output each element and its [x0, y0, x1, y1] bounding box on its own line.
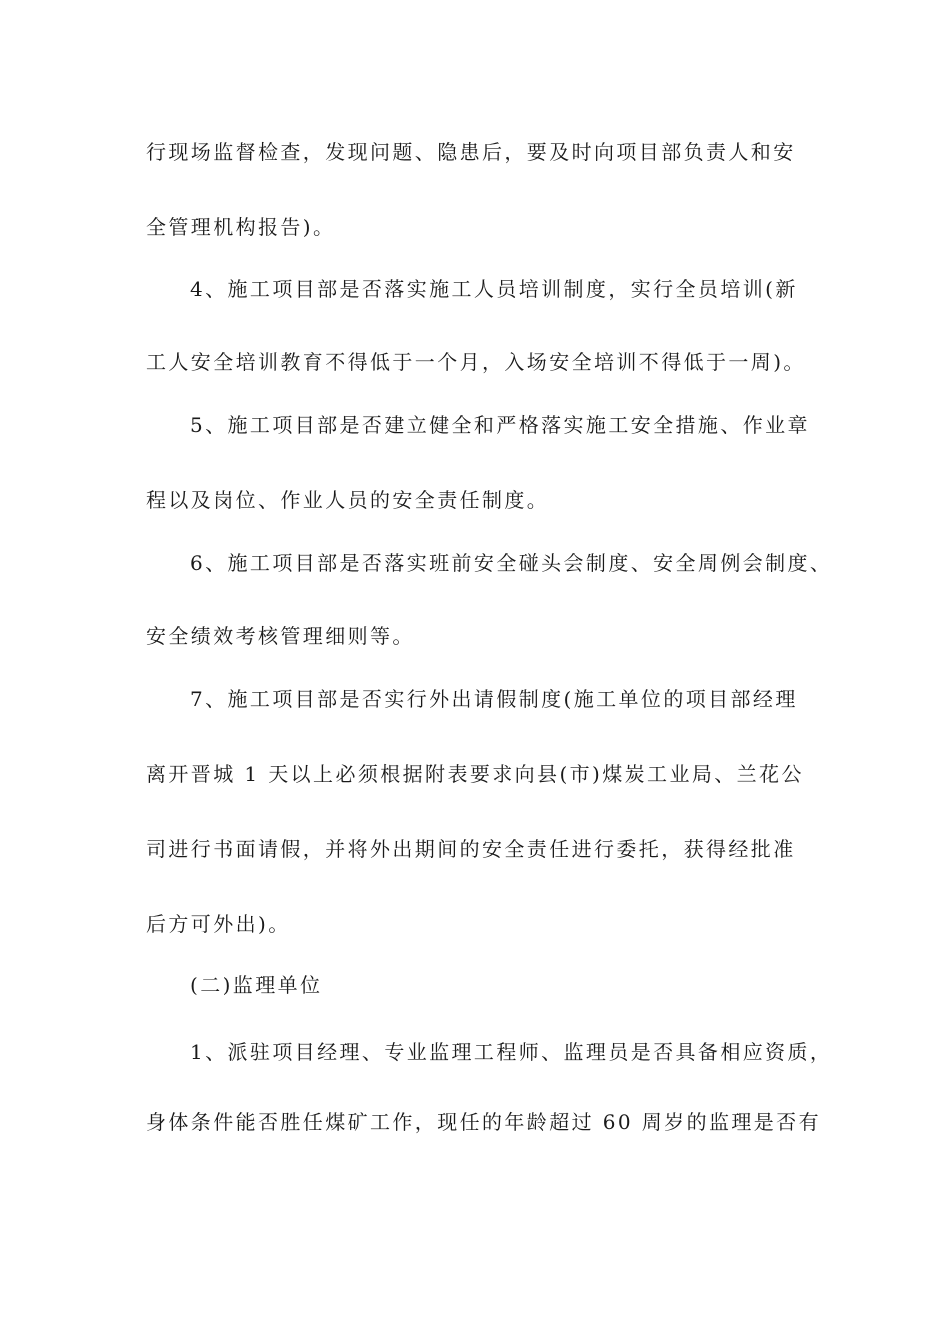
text-line-12: 后方可外出)。	[146, 912, 291, 936]
text-line-4: 工人安全培训教育不得低于一个月，入场安全培训不得低于一周)。	[146, 350, 806, 374]
text-line-5: 5、施工项目部是否建立健全和严格落实施工安全措施、作业章	[190, 413, 810, 437]
text-line-8: 安全绩效考核管理细则等。	[146, 624, 415, 648]
section-heading: (二)监理单位	[190, 973, 323, 997]
text-line-9: 7、施工项目部是否实行外出请假制度(施工单位的项目部经理	[190, 687, 798, 711]
text-line-11: 司进行书面请假，并将外出期间的安全责任进行委托，获得经批准	[146, 837, 796, 861]
text-line-7: 6、施工项目部是否落实班前安全碰头会制度、安全周例会制度、	[190, 551, 833, 575]
text-line-3: 4、施工项目部是否落实施工人员培训制度，实行全员培训(新	[190, 277, 798, 301]
text-line-2: 全管理机构报告)。	[146, 215, 336, 239]
text-line-15: 身体条件能否胜任煤矿工作，现任的年龄超过 60 周岁的监理是否有	[146, 1110, 821, 1134]
text-line-6: 程以及岗位、作业人员的安全责任制度。	[146, 488, 550, 512]
text-line-1: 行现场监督检查，发现问题、隐患后，要及时向项目部负责人和安	[146, 140, 796, 164]
text-line-14: 1、派驻项目经理、专业监理工程师、监理员是否具备相应资质，	[190, 1040, 833, 1064]
text-line-10: 离开晋城 1 天以上必须根据附表要求向县(市)煤炭工业局、兰花公	[146, 762, 804, 786]
